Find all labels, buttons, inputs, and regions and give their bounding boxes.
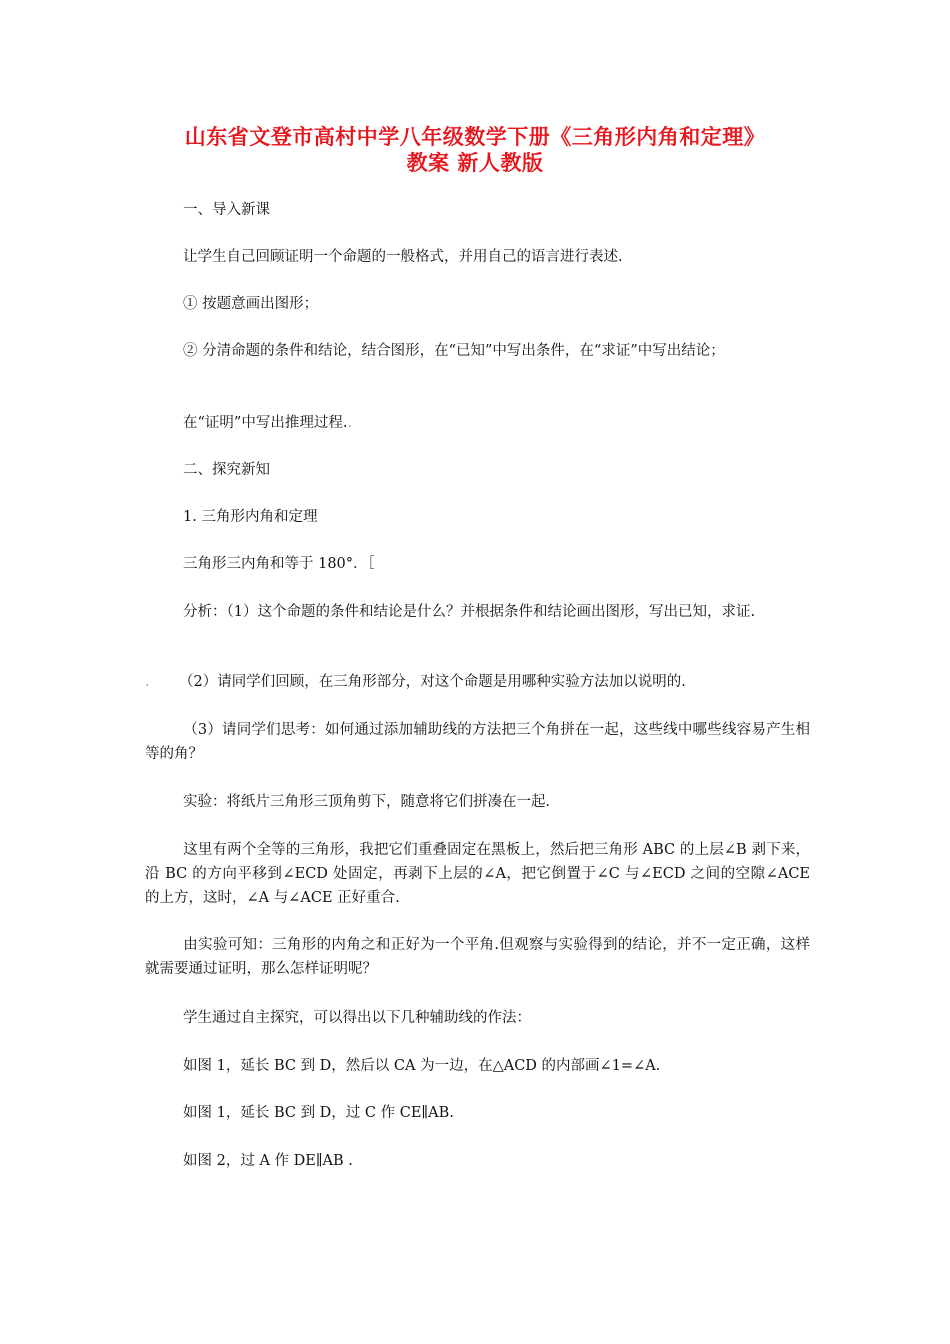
paragraph-experiment-detail xyxy=(145,838,810,910)
paragraph-step-1 xyxy=(145,292,810,316)
document-title-line-2: 教案 新人教版 xyxy=(406,150,544,175)
paragraph-text: 如图 1，延长 BC 到 D，过 C 作 CE∥AB. xyxy=(183,1105,454,1121)
artifact-dot: . xyxy=(347,415,353,431)
paragraph-text: 1. 三角形内角和定理 xyxy=(183,509,318,525)
document-title-line-1: 山东省文登市高村中学八年级数学下册《三角形内角和定理》 xyxy=(184,124,766,149)
paragraph-text: 实验：将纸片三角形三顶角剪下，随意将它们拼凑在一起. xyxy=(183,794,551,810)
paragraph-analysis-1 xyxy=(145,600,810,624)
paragraph-text: 二、探究新知 xyxy=(183,462,270,478)
paragraph-text: ② 分清命题的条件和结论，结合图形，在“已知”中写出条件，在“求证”中写出结论； xyxy=(183,343,725,359)
subsection-heading-theorem xyxy=(145,505,810,529)
paragraph-method-3 xyxy=(145,1149,810,1173)
paragraph-experiment-conclusion xyxy=(145,933,810,981)
paragraph-text: 分析：（1）这个命题的条件和结论是什么？并根据条件和结论画出图形，写出已知，求证. xyxy=(183,604,756,620)
paragraph-theorem-statement xyxy=(145,552,810,576)
paragraph-step-2 xyxy=(145,339,810,363)
paragraph-auxiliary-intro xyxy=(145,1006,810,1030)
paragraph-step-3 xyxy=(145,411,810,435)
paragraph-text: ① 按题意画出图形； xyxy=(183,296,319,312)
paragraph-text: 学生通过自主探究，可以得出以下几种辅助线的作法： xyxy=(183,1010,531,1026)
artifact-dot: . xyxy=(145,674,150,690)
paragraph-text: 如图 2，过 A 作 DE∥AB . xyxy=(183,1153,353,1169)
section-heading-explore xyxy=(145,458,810,482)
paragraph-text: 三角形三内角和等于 180°．［ xyxy=(183,556,375,572)
paragraph-text: （3）请同学们思考：如何通过添加辅助线的方法把三个角拼在一起，这些线中哪些线容易产生相等的角？ xyxy=(145,722,810,762)
paragraph-text: （2）请同学们回顾，在三角形部分，对这个命题是用哪种实验方法加以说明的. xyxy=(179,674,686,690)
paragraph-text: 由实验可知：三角形的内角之和正好为一个平角.但观察与实验得到的结论，并不一定正确，这样就需要通过证明，那么怎样证明呢？ xyxy=(145,937,810,977)
paragraph-text: 在“证明”中写出推理过程. xyxy=(183,415,348,431)
paragraph-text: 这里有两个全等的三角形，我把它们重叠固定在黑板上，然后把三角形 ABC 的上层∠B 剥下来，沿 BC 的方向平移到∠ECD 处固定，再剥下上层的∠A，把它倒置于∠C 与∠ECD 之间的空隙∠ACE 的上方，这时，∠A 与∠ACE 正好重合. xyxy=(145,842,810,906)
section-heading-intro xyxy=(145,198,810,222)
paragraph-text: 让学生自己回顾证明一个命题的一般格式，并用自己的语言进行表述. xyxy=(183,249,623,265)
paragraph-method-1 xyxy=(145,1054,810,1078)
paragraph-experiment xyxy=(145,790,810,814)
paragraph-text: 一、导入新课 xyxy=(183,202,270,218)
paragraph-analysis-2 xyxy=(145,670,810,694)
paragraph-analysis-3 xyxy=(145,718,810,766)
paragraph-method-2 xyxy=(145,1101,810,1125)
paragraph-text: 如图 1，延长 BC 到 D，然后以 CA 为一边，在△ACD 的内部画∠1=∠A. xyxy=(183,1058,661,1074)
paragraph-review xyxy=(145,245,810,269)
